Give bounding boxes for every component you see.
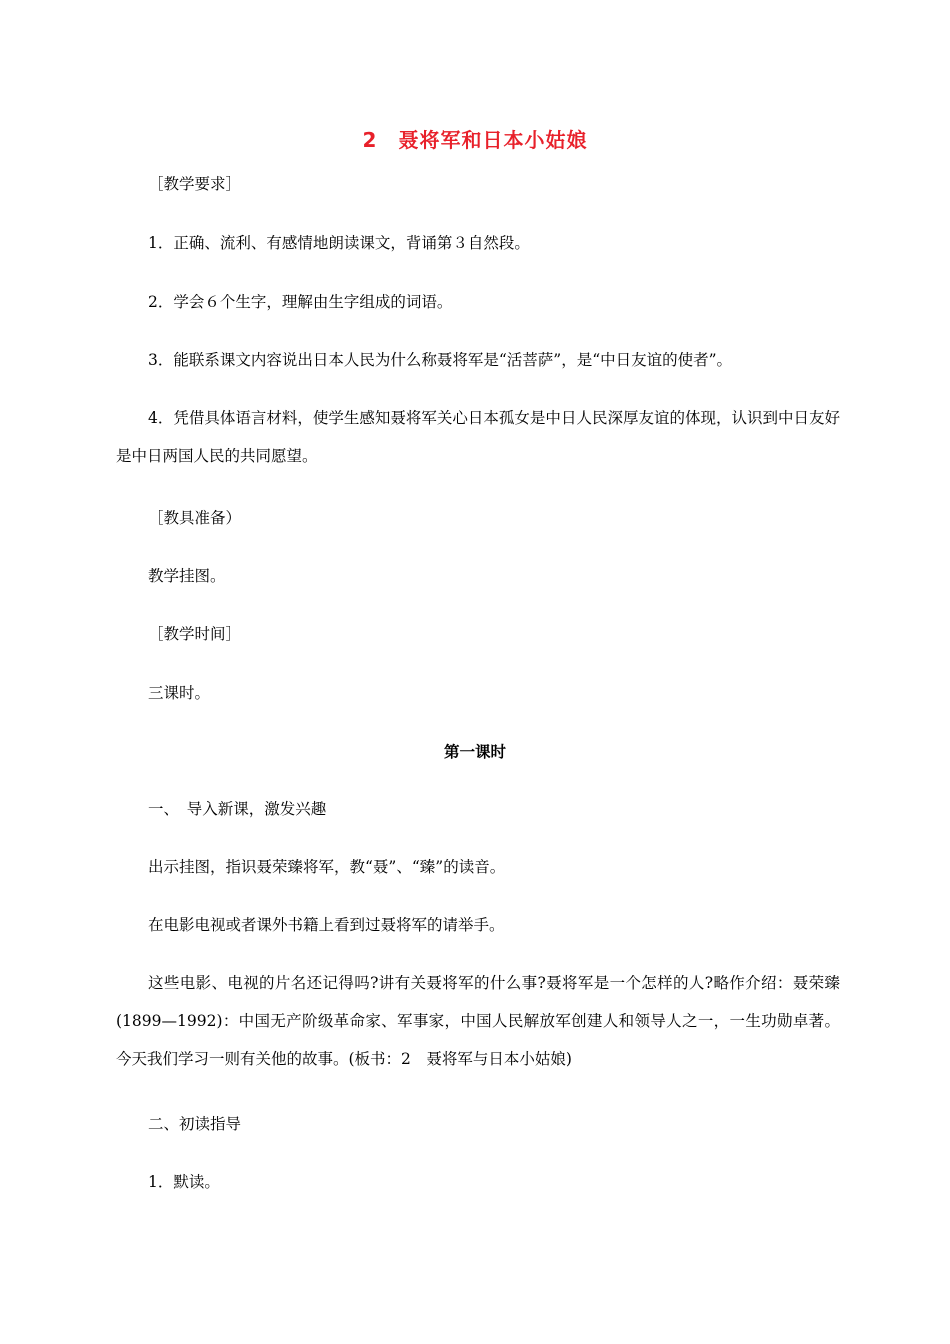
requirement-item-4: 4．凭借具体语言材料，使学生感知聂将军关心日本孤女是中日人民深厚友谊的体现，认识到中日友好是中日两国人民的共同愿望。	[116, 409, 840, 465]
requirement-item-1: 1．正确、流利、有感情地朗读课文，背诵第３自然段。	[148, 234, 530, 252]
step-one-paragraph-3: 这些电影、电视的片名还记得吗?讲有关聂将军的什么事?聂将军是一个怎样的人?略作介绍：聂荣臻(1899—1992)：中国无产阶级革命家、军事家，中国人民解放军创建人和领导人之一，一生功勋卓著。今天我们学习一则有关他的故事。(板书：2 聂将军与日本小姑娘)	[116, 974, 840, 1068]
time-heading: ［教学时间］	[148, 625, 242, 643]
requirements-heading: ［教学要求］	[148, 175, 242, 193]
tools-text: 教学挂图。	[148, 567, 226, 585]
requirement-item-3: 3．能联系课文内容说出日本人民为什么称聂将军是“活菩萨”，是“中日友谊的使者”。	[148, 351, 733, 369]
step-one-paragraph-1: 出示挂图，指识聂荣臻将军，教“聂”、“臻”的读音。	[148, 858, 506, 876]
step-two-item-1: 1．默读。	[148, 1173, 220, 1191]
step-two-heading: 二、初读指导	[148, 1115, 242, 1133]
step-one-paragraph-2: 在电影电视或者课外书籍上看到过聂将军的请举手。	[148, 916, 505, 934]
lesson-one-heading: 第一课时	[443, 743, 506, 761]
step-one-heading: 一、 导入新课，激发兴趣	[148, 800, 327, 818]
time-text: 三课时。	[148, 684, 211, 702]
tools-heading: ［教具准备）	[148, 509, 242, 527]
requirement-item-2: 2．学会６个生字，理解由生字组成的词语。	[148, 293, 453, 311]
document-title: 2 聂将军和日本小姑娘	[362, 128, 588, 152]
